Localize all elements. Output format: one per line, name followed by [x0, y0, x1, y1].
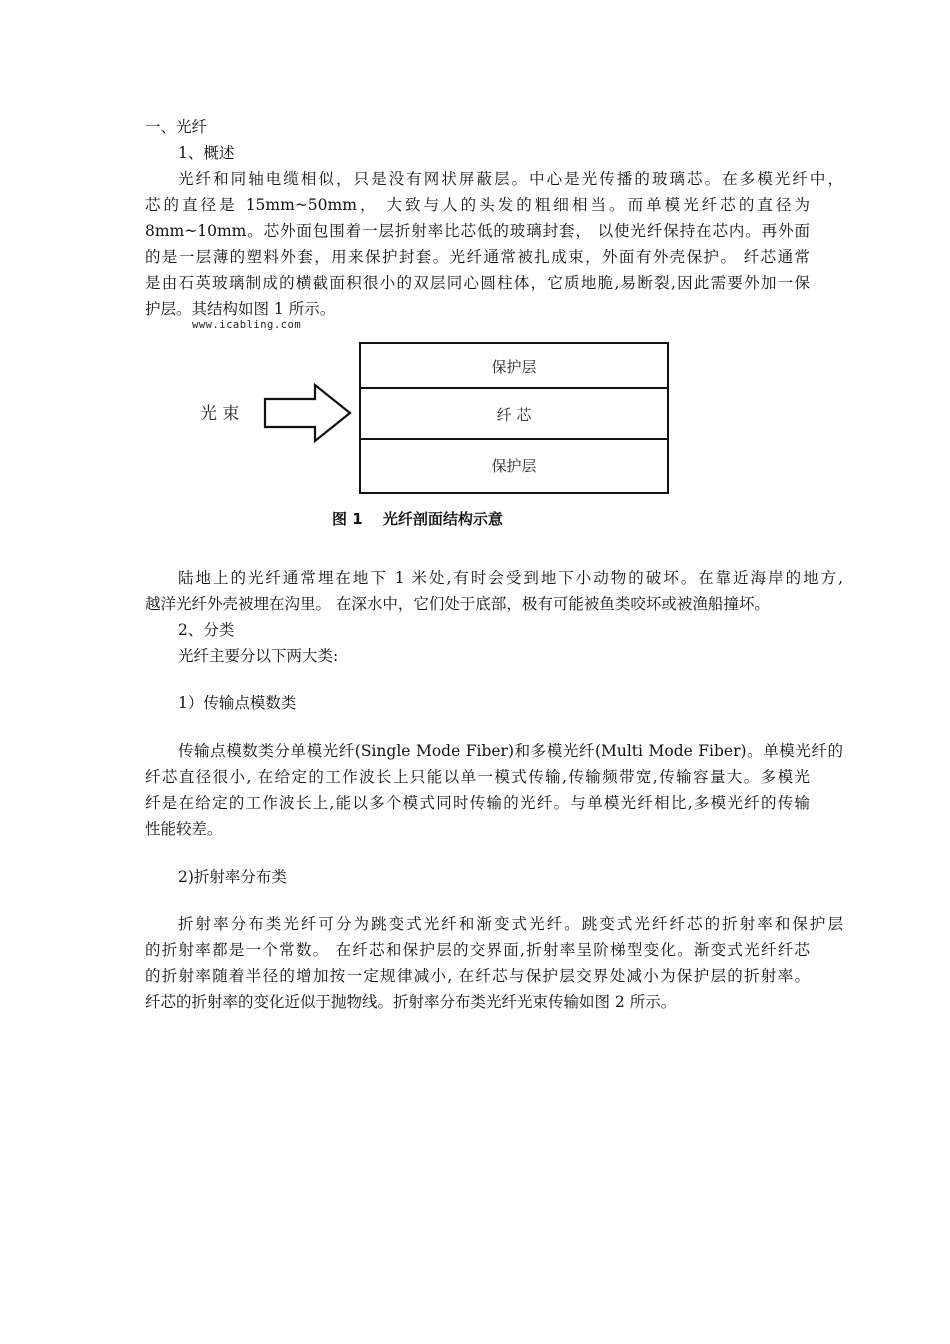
paragraph-line: 是由石英玻璃制成的横截面积很小的双层同心圆柱体，它质地脆,易断裂,因此需要外加一保 [145, 274, 810, 292]
layer-label-bottom: 保护层 [491, 457, 537, 475]
layer-label-core: 纤 芯 [496, 406, 532, 424]
paragraph-line: 传输点模数类分单模光纤(Single Mode Fiber)和多模光纤(Multi Mode Fiber)。单模光纤的 [178, 742, 843, 760]
paragraph-line: 陆地上的光纤通常埋在地下 1 米处,有时会受到地下小动物的破坏。在靠近海岸的地方, [178, 569, 843, 587]
paragraph-line: 的折射率都是一个常数。 在纤芯和保护层的交界面,折射率呈阶梯型变化。渐变式光纤纤芯 [145, 941, 810, 959]
subheading-classification: 2、分类 [178, 621, 235, 639]
subheading-overview: 1、概述 [178, 144, 235, 162]
paragraph-line: 光纤和同轴电缆相似，只是没有网状屏蔽层。中心是光传播的玻璃芯。在多模光纤中， [178, 170, 843, 188]
paragraph-line: 的是一层薄的塑料外套，用来保护封套。光纤通常被扎成束，外面有外壳保护。 纤芯通常 [145, 248, 810, 266]
paragraph-line: 性能较差。 [145, 820, 223, 838]
paragraph-line: 纤是在给定的工作波长上,能以多个模式同时传输的光纤。与单模光纤相比,多模光纤的传输 [145, 794, 810, 812]
paragraph-line: 纤芯直径很小, 在给定的工作波长上只能以单一模式传输,传输频带宽,传输容量大。多模光 [145, 768, 810, 786]
category-title-index: 2)折射率分布类 [178, 868, 287, 886]
paragraph-line: 的折射率随着半径的增加按一定规律减小, 在纤芯与保护层交界处减小为保护层的折射率。 [145, 967, 810, 985]
arrow-icon [265, 385, 350, 441]
paragraph-line: 护层。其结构如图 1 所示。 [145, 300, 336, 318]
paragraph-line: 8mm~10mm。芯外面包围着一层折射率比芯低的玻璃封套， 以使光纤保持在芯内。再外面 [145, 222, 810, 240]
paragraph-line: 纤芯的折射率的变化近似于抛物线。折射率分布类光纤光束传输如图 2 所示。 [145, 993, 677, 1011]
section-heading: 一、光纤 [145, 118, 208, 136]
figure-caption: 图 1 光纤剖面结构示意 [332, 510, 503, 528]
light-beam-label: 光 束 [200, 404, 240, 424]
fiber-structure-figure [190, 335, 680, 535]
classification-intro: 光纤主要分以下两大类: [178, 647, 339, 665]
paragraph-line: 芯的直径是 15mm~50mm， 大致与人的头发的粗细相当。而单模光纤芯的直径为 [145, 196, 810, 214]
paragraph-line: 越洋光纤外壳被埋在沟里。 在深水中，它们处于底部，极有可能被鱼类咬坏或被渔船撞坏。 [145, 595, 770, 613]
layer-label-top: 保护层 [491, 358, 537, 376]
paragraph-line: 折射率分布类光纤可分为跳变式光纤和渐变式光纤。跳变式光纤纤芯的折射率和保护层 [178, 915, 843, 933]
category-title-mode: 1）传输点模数类 [178, 694, 297, 712]
figure-watermark: www.icabling.com [192, 319, 302, 331]
